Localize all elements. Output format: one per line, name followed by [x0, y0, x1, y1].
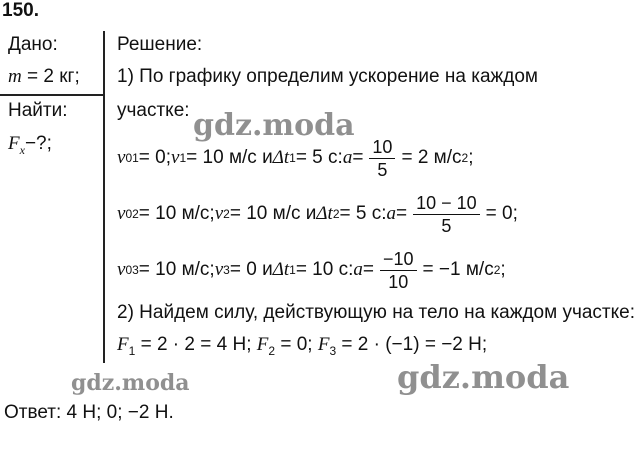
v-symbol: v — [214, 259, 224, 280]
numerator: 10 — [372, 136, 393, 157]
v-subscript: 3 — [223, 263, 230, 277]
f3-value: = 2 · (−1) = −2 Н; — [336, 334, 488, 355]
dt-subscript: 1 — [289, 263, 296, 277]
given-label: Дано: — [8, 34, 58, 55]
equals: = — [396, 203, 408, 224]
force-symbol: F — [117, 334, 129, 355]
v-symbol: v — [171, 147, 180, 168]
force-query: −?; — [24, 133, 52, 154]
v-symbol: v — [117, 203, 126, 224]
dt-subscript: 2 — [332, 207, 340, 221]
v0-value: = 0; — [138, 147, 172, 168]
step1-text: 1) По графику определим ускорение на каждом — [117, 66, 538, 87]
v-symbol: v — [117, 259, 126, 280]
horizontal-divider — [0, 94, 103, 96]
watermark: gdz.moda — [397, 358, 570, 396]
result: = −1 м/с — [422, 259, 494, 280]
v-value: = 10 м/с и — [186, 147, 273, 168]
result-end: ; — [468, 147, 474, 168]
result-end: ; — [500, 259, 506, 280]
vertical-divider — [103, 31, 105, 363]
v0-subscript: 03 — [125, 263, 139, 277]
v-symbol: v — [214, 203, 224, 224]
watermark: gdz.moda — [71, 370, 190, 396]
v0-subscript: 01 — [125, 151, 139, 165]
fraction — [413, 192, 480, 237]
denominator: 5 — [441, 215, 452, 236]
find-label: Найти: — [8, 100, 68, 121]
result-exponent: 2 — [493, 263, 501, 277]
given-mass — [8, 66, 80, 88]
equation-row-2 — [117, 186, 518, 242]
fraction — [369, 136, 395, 181]
solution-label: Решение: — [117, 34, 203, 55]
watermark: gdz.moda — [193, 108, 355, 143]
v-value: = 0 и — [229, 259, 273, 280]
answer-line: Ответ: 4 Н; 0; −2 Н. — [4, 402, 174, 423]
numerator: −10 — [383, 248, 414, 269]
mass-value: = 2 кг; — [21, 66, 80, 87]
v0-value: = 10 м/с; — [138, 259, 215, 280]
f2-subscript: 2 — [268, 343, 276, 358]
result: = 2 м/с — [401, 147, 462, 168]
f1-value: = 2 · 2 = 4 Н; — [135, 334, 257, 355]
fraction — [380, 248, 417, 293]
force-symbol: F — [317, 334, 330, 355]
mass-variable: m — [8, 66, 22, 87]
dt-value: = 5 с: — [339, 203, 387, 224]
v-value: = 10 м/с и — [229, 203, 317, 224]
equals: = — [362, 259, 374, 280]
v-symbol: v — [117, 147, 126, 168]
forces-line — [117, 334, 487, 358]
v0-subscript: 02 — [125, 207, 139, 221]
force-symbol: F — [256, 334, 269, 355]
numerator: 10 − 10 — [416, 192, 477, 213]
v-subscript: 2 — [223, 207, 230, 221]
result-exponent: 2 — [461, 151, 469, 165]
f2-value: = 0; — [275, 334, 318, 355]
dt-value: = 10 с: — [295, 259, 354, 280]
denominator: 5 — [377, 159, 388, 180]
a-symbol: a — [386, 203, 396, 224]
equation-row-3 — [117, 242, 506, 298]
force-subscript: x — [19, 142, 25, 157]
f1-subscript: 1 — [128, 343, 136, 358]
denominator: 10 — [388, 271, 409, 292]
f3-subscript: 3 — [329, 343, 337, 358]
delta-t-symbol: Δt — [272, 259, 290, 280]
step2-text: 2) Найдем силу, действующую на тело на каждом участке: — [117, 302, 635, 323]
delta-t-symbol: Δt — [272, 147, 290, 168]
v0-value: = 10 м/с; — [138, 203, 215, 224]
a-symbol: a — [342, 147, 353, 168]
find-force — [8, 133, 52, 158]
force-variable: F — [8, 133, 20, 154]
step1-continuation: участке: — [117, 100, 190, 121]
dt-subscript: 1 — [289, 151, 296, 165]
result: = 0; — [485, 203, 518, 224]
v-subscript: 1 — [179, 151, 187, 165]
equals: = — [352, 147, 364, 168]
problem-number: 150. — [2, 0, 39, 21]
delta-t-symbol: Δt — [316, 203, 333, 224]
dt-value: = 5 с: — [295, 147, 343, 168]
a-symbol: a — [353, 259, 363, 280]
